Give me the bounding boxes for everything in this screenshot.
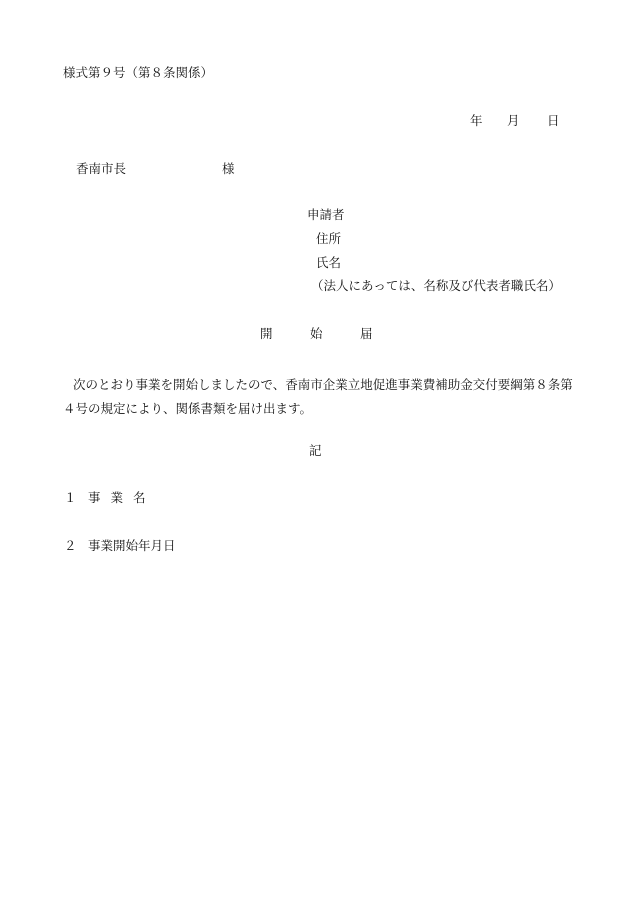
item-number: ２	[64, 538, 77, 553]
addressee-name: 香南市長	[76, 161, 127, 176]
item-label: 事業名	[88, 490, 156, 505]
body-paragraph	[63, 373, 573, 421]
item-label: 事業開始年月日	[88, 538, 176, 553]
note-heading: 記	[309, 443, 322, 458]
date-line	[470, 115, 560, 128]
addressee-honorific: 様	[222, 161, 235, 176]
date-year-label: 年	[470, 113, 483, 128]
applicant-label: 申請者	[307, 207, 345, 222]
date-month-label: 月	[507, 113, 520, 128]
applicant-note: （法人にあっては、名称及び代表者職氏名）	[311, 278, 561, 293]
form-number: 様式第９号（第８条関係）	[63, 65, 214, 80]
date-day-label: 日	[547, 113, 560, 128]
list-item	[64, 540, 176, 553]
list-item	[64, 492, 156, 505]
applicant-name-label: 氏名	[316, 255, 342, 270]
title-char: 開	[260, 326, 273, 341]
item-number: １	[64, 490, 77, 505]
body-line: ４号の規定により、関係書類を届け出ます。	[63, 401, 313, 416]
document-title	[260, 328, 373, 341]
title-char: 始	[310, 326, 323, 341]
title-char: 届	[360, 326, 373, 341]
applicant-address-label: 住所	[316, 231, 342, 246]
body-line: 次のとおり事業を開始しましたので、香南市企業立地促進事業費補助金交付要綱第８条第	[73, 377, 573, 392]
